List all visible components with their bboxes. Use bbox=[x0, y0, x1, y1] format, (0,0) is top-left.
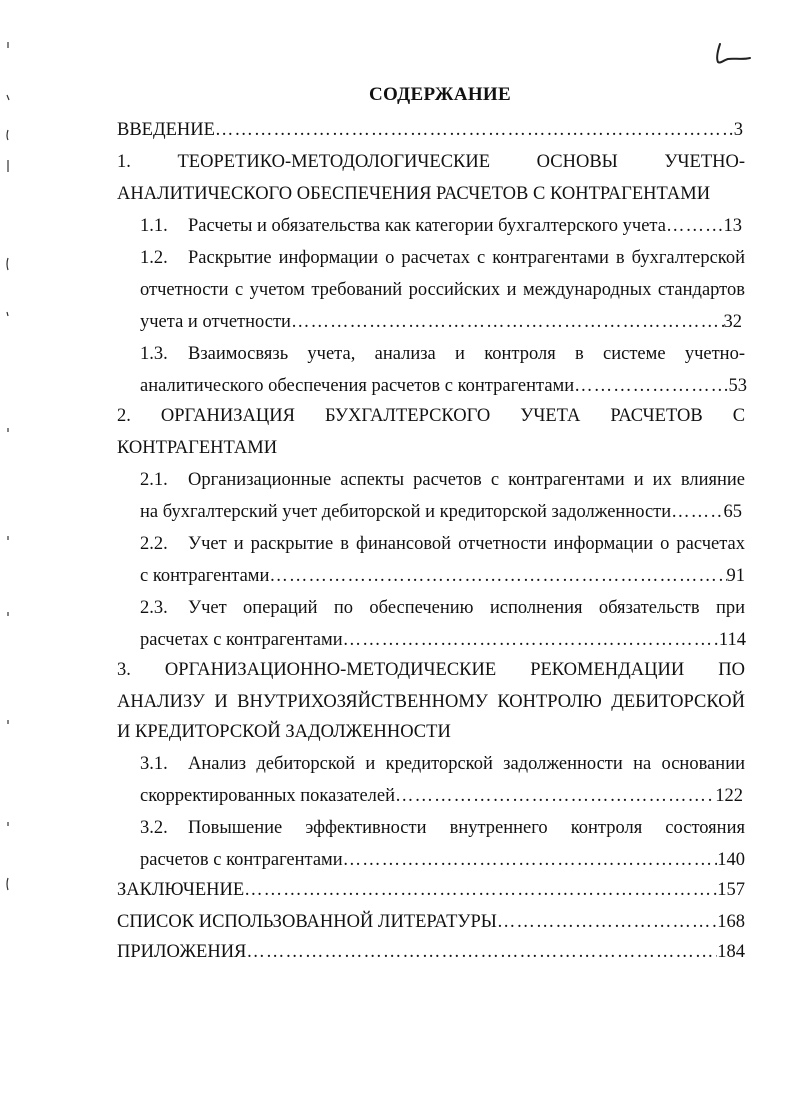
section-1-3-line1 bbox=[140, 342, 745, 366]
entry-text: Анализ дебиторской и кредиторской задолженности на основании bbox=[188, 754, 745, 774]
chapter-1-heading bbox=[117, 150, 745, 174]
handwritten-signature bbox=[712, 40, 752, 70]
leader-dots bbox=[343, 848, 718, 872]
section-2-2-line1 bbox=[140, 532, 745, 556]
chapter-2-heading-cont: КОНТРАГЕНТАМИ bbox=[117, 438, 278, 458]
chapter-3-heading bbox=[117, 658, 745, 682]
entry-page: 140 bbox=[717, 850, 745, 870]
section-number: 1.2. bbox=[140, 248, 168, 268]
word: ТЕОРЕТИКО-МЕТОДОЛОГИЧЕСКИЕ bbox=[177, 152, 491, 172]
leader-dots bbox=[343, 628, 719, 652]
word: ОРГАНИЗАЦИОННО-МЕТОДИЧЕСКИЕ bbox=[164, 660, 497, 680]
leader-dots bbox=[244, 878, 717, 902]
scan-margin-marks bbox=[0, 0, 14, 1093]
section-1-2-line3 bbox=[140, 310, 742, 334]
section-number: 1.3. bbox=[140, 344, 168, 364]
word: 1. bbox=[117, 152, 131, 172]
toc-conclusion-entry bbox=[117, 878, 745, 902]
entry-page: 91 bbox=[726, 566, 745, 586]
entry-text: расчетов с контрагентами bbox=[140, 850, 343, 870]
section-3-2-line2 bbox=[140, 848, 745, 872]
section-2-2-line2 bbox=[140, 564, 745, 588]
entry-text: Расчеты и обязательства как категории бухгалтерского учета bbox=[188, 216, 666, 236]
entry-text: СПИСОК ИСПОЛЬЗОВАННОЙ ЛИТЕРАТУРЫ bbox=[117, 912, 497, 932]
section-3-1-line1 bbox=[140, 752, 745, 776]
entry-text: Раскрытие информации о расчетах с контрагентами в бухгалтерской bbox=[188, 248, 745, 268]
leader-dots bbox=[215, 118, 734, 142]
leader-dots bbox=[395, 784, 715, 808]
leader-dots bbox=[246, 940, 717, 964]
entry-page: 184 bbox=[717, 942, 745, 962]
entry-page: 168 bbox=[717, 912, 745, 932]
toc-intro-entry bbox=[117, 118, 743, 142]
entry-text: на бухгалтерский учет дебиторской и кредиторской задолженности bbox=[140, 502, 672, 522]
section-2-1-line2 bbox=[140, 500, 742, 524]
toc-appendix-entry bbox=[117, 940, 745, 964]
entry-text: ЗАКЛЮЧЕНИЕ bbox=[117, 880, 245, 900]
entry-page: 157 bbox=[717, 880, 745, 900]
entry-text: аналитического обеспечения расчетов с контрагентами bbox=[140, 376, 575, 396]
section-1-2-line2: отчетности с учетом требований российских и международных стандартов bbox=[140, 280, 745, 300]
entry-text: учета и отчетности bbox=[140, 312, 291, 332]
word: С bbox=[732, 406, 746, 426]
section-3-1-line2 bbox=[140, 784, 743, 808]
section-number: 3.2. bbox=[140, 818, 168, 838]
section-1-2-line1 bbox=[140, 246, 745, 270]
chapter-3-heading-cont: АНАЛИЗУ И ВНУТРИХОЗЯЙСТВЕННОМУ КОНТРОЛЮ ДЕБИТОРСКОЙ bbox=[117, 692, 745, 712]
section-number: 2.2. bbox=[140, 534, 168, 554]
leader-dots bbox=[291, 310, 724, 334]
entry-text: Учет операций по обеспечению исполнения обязательств при bbox=[188, 598, 745, 618]
section-number: 2.1. bbox=[140, 470, 168, 490]
toc-references-entry bbox=[117, 910, 745, 934]
entry-text: расчетах с контрагентами bbox=[140, 630, 343, 650]
word: БУХГАЛТЕРСКОГО bbox=[324, 406, 491, 426]
entry-text: ВВЕДЕНИЕ bbox=[117, 120, 215, 140]
entry-text: Организационные аспекты расчетов с контрагентами и их влияние bbox=[188, 470, 745, 490]
section-2-3-line2 bbox=[140, 628, 746, 652]
chapter-3-heading-end: И КРЕДИТОРСКОЙ ЗАДОЛЖЕННОСТИ bbox=[117, 722, 451, 742]
toc-title: СОДЕРЖАНИЕ bbox=[369, 84, 511, 105]
word: РАСЧЕТОВ bbox=[610, 406, 703, 426]
word: ОРГАНИЗАЦИЯ bbox=[160, 406, 295, 426]
section-2-3-line1 bbox=[140, 596, 745, 620]
entry-text: ПРИЛОЖЕНИЯ bbox=[117, 942, 247, 962]
section-number: 1.1. bbox=[140, 216, 168, 236]
leader-dots bbox=[666, 214, 724, 238]
word: РЕКОМЕНДАЦИИ bbox=[530, 660, 685, 680]
leader-dots bbox=[497, 910, 717, 934]
leader-dots bbox=[671, 500, 723, 524]
chapter-1-heading-cont: АНАЛИТИЧЕСКОГО ОБЕСПЕЧЕНИЯ РАСЧЕТОВ С КОНТРАГЕНТАМИ bbox=[117, 184, 711, 204]
entry-text: Учет и раскрытие в финансовой отчетности информации о расчетах bbox=[188, 534, 745, 554]
entry-page: 65 bbox=[723, 502, 742, 522]
entry-page: 3 bbox=[733, 120, 743, 140]
word: 3. bbox=[117, 660, 131, 680]
section-number: 2.3. bbox=[140, 598, 168, 618]
section-1-1-entry bbox=[140, 214, 742, 238]
entry-text: Взаимосвязь учета, анализа и контроля в системе учетно- bbox=[188, 344, 745, 364]
section-1-3-line2 bbox=[140, 374, 747, 398]
word: ПО bbox=[718, 660, 745, 680]
word: 2. bbox=[117, 406, 131, 426]
word: УЧЕТА bbox=[520, 406, 581, 426]
chapter-2-heading bbox=[117, 404, 745, 428]
entry-page: 53 bbox=[728, 376, 747, 396]
word: ОСНОВЫ bbox=[536, 152, 618, 172]
section-number: 3.1. bbox=[140, 754, 168, 774]
word: УЧЕТНО- bbox=[664, 152, 746, 172]
entry-page: 114 bbox=[718, 630, 746, 650]
entry-text: скорректированных показателей bbox=[140, 786, 396, 806]
entry-text: Повышение эффективности внутреннего контроля состояния bbox=[188, 818, 745, 838]
entry-text: с контрагентами bbox=[140, 566, 270, 586]
leader-dots bbox=[574, 374, 728, 398]
section-2-1-line1 bbox=[140, 468, 745, 492]
section-3-2-line1 bbox=[140, 816, 745, 840]
entry-page: 13 bbox=[723, 216, 742, 236]
leader-dots bbox=[269, 564, 726, 588]
entry-page: 32 bbox=[723, 312, 742, 332]
entry-page: 122 bbox=[715, 786, 743, 806]
